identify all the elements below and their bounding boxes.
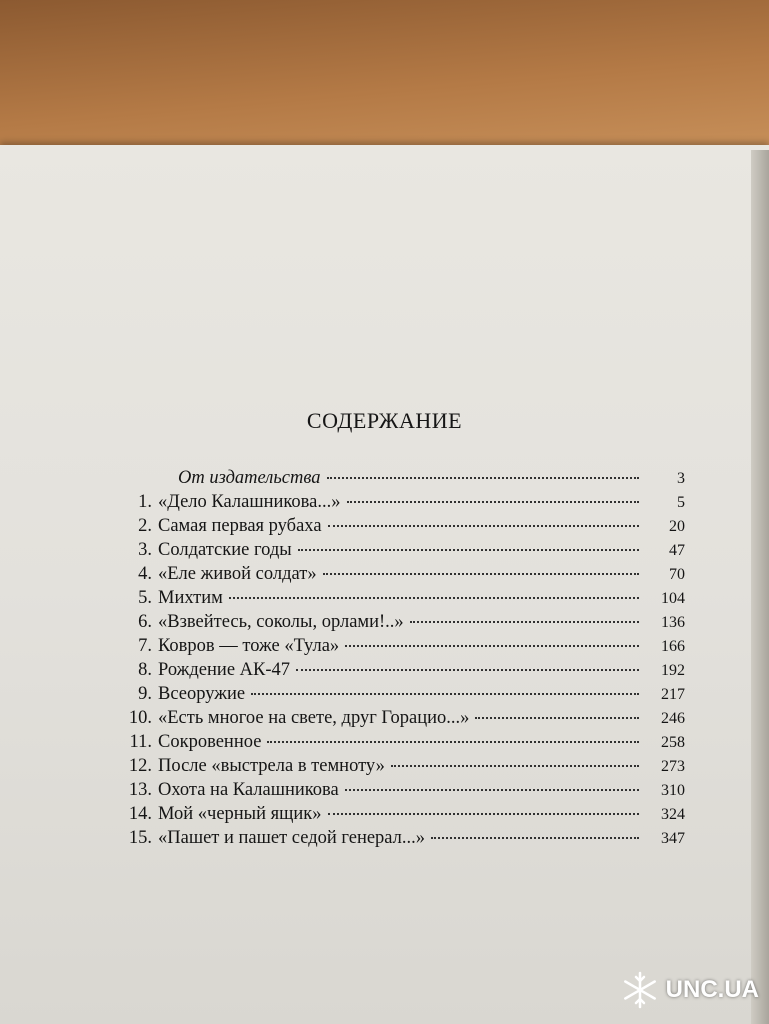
- toc-entry-page: 192: [661, 662, 685, 679]
- toc-leader: [347, 501, 640, 503]
- wooden-table: [0, 0, 769, 160]
- toc-entry: [110, 516, 685, 540]
- toc-entry: [110, 756, 685, 780]
- toc-entry: [110, 732, 685, 756]
- toc-entry-number: 3.: [138, 540, 152, 560]
- toc-entry-title: Мой «черный ящик»: [158, 804, 322, 824]
- toc-entry: [110, 660, 685, 684]
- toc-entry-title: Всеоружие: [158, 684, 246, 704]
- toc-leader: [298, 549, 639, 551]
- toc-leader: [328, 813, 639, 815]
- toc-entry: [110, 540, 685, 564]
- toc-entry-number: 5.: [138, 588, 152, 608]
- toc-leader: [267, 741, 639, 743]
- toc-entry-page: 70: [669, 566, 685, 583]
- watermark-text: UNC.UA: [665, 976, 759, 1003]
- toc-entry-page: 347: [661, 830, 685, 847]
- toc-entry: [110, 612, 685, 636]
- toc-entry-page: 5: [677, 494, 685, 511]
- toc-entry-number: 2.: [138, 516, 152, 536]
- toc-heading: СОДЕРЖАНИЕ: [306, 408, 463, 433]
- toc-entry-page: 47: [669, 542, 685, 559]
- toc-entry: [110, 468, 685, 492]
- toc-entry: [110, 564, 685, 588]
- toc-entry-number: 1.: [138, 492, 152, 512]
- toc-entry-title: Михтим: [158, 588, 223, 608]
- watermark: [620, 970, 759, 1010]
- toc-entry-page: 324: [661, 806, 685, 823]
- toc-entry-title: «Дело Калашникова...»: [158, 492, 341, 512]
- toc-entry-page: 258: [661, 734, 685, 751]
- toc-entry-title: Самая первая рубаха: [158, 516, 322, 536]
- toc-entry-number: 8.: [138, 660, 152, 680]
- toc-leader: [251, 693, 639, 695]
- page-edge: [751, 150, 769, 1024]
- toc-entry-number: 13.: [128, 780, 152, 800]
- toc-entry: [110, 828, 685, 852]
- toc-entry-page: 136: [661, 614, 685, 631]
- toc-entry-number: 6.: [138, 612, 152, 632]
- toc-entry: [110, 708, 685, 732]
- toc-entry-number: 9.: [138, 684, 152, 704]
- toc-entry-page: 246: [661, 710, 685, 727]
- toc-entry-title: «Пашет и пашет седой генерал...»: [158, 828, 426, 848]
- toc-entry: [110, 636, 685, 660]
- toc-entry-page: 104: [661, 590, 685, 607]
- toc-leader: [345, 645, 639, 647]
- toc-entry: [110, 492, 685, 516]
- toc-leader: [296, 669, 639, 671]
- toc-entry-title: Солдатские годы: [158, 540, 292, 560]
- toc-leader: [410, 621, 639, 623]
- toc-entry-title: От издательства: [178, 468, 321, 488]
- snowflake-icon: [620, 970, 660, 1010]
- toc-entry-page: 217: [661, 686, 685, 703]
- toc-entry-number: 11.: [129, 732, 152, 752]
- toc-entry: [110, 588, 685, 612]
- toc-entry-page: 273: [661, 758, 685, 775]
- toc-entry-page: 20: [669, 518, 685, 535]
- toc-entry-title: Рождение АК-47: [158, 660, 291, 680]
- toc-leader: [229, 597, 639, 599]
- toc-entry-number: 4.: [138, 564, 152, 584]
- toc-entry-title: «Есть многое на свете, друг Горацио...»: [158, 708, 470, 728]
- toc-leader: [323, 573, 639, 575]
- toc-leader: [345, 789, 639, 791]
- toc-leader: [327, 477, 640, 479]
- toc-entry-title: «Взвейтесь, соколы, орлами!..»: [158, 612, 404, 632]
- toc-entry-title: Охота на Калашникова: [158, 780, 339, 800]
- toc-entry-page: 166: [661, 638, 685, 655]
- toc-entry-title: После «выстрела в темноту»: [158, 756, 385, 776]
- toc-entry-title: Ковров — тоже «Тула»: [158, 636, 340, 656]
- toc-entry-number: 10.: [128, 708, 152, 728]
- toc-leader: [431, 837, 639, 839]
- toc-entry: [110, 780, 685, 804]
- toc-entry: [110, 684, 685, 708]
- toc-entry-page: 3: [677, 470, 685, 487]
- toc-entry-number: 15.: [128, 828, 152, 848]
- toc-leader: [475, 717, 639, 719]
- toc-entry-number: 14.: [128, 804, 152, 824]
- toc-entry-page: 310: [661, 782, 685, 799]
- toc-entry-number: 12.: [128, 756, 152, 776]
- toc-entry-title: Сокровенное: [158, 732, 262, 752]
- toc-leader: [328, 525, 639, 527]
- toc-entry-number: 7.: [138, 636, 152, 656]
- toc-entry-title: «Еле живой солдат»: [158, 564, 317, 584]
- toc-entry: [110, 804, 685, 828]
- toc-leader: [391, 765, 639, 767]
